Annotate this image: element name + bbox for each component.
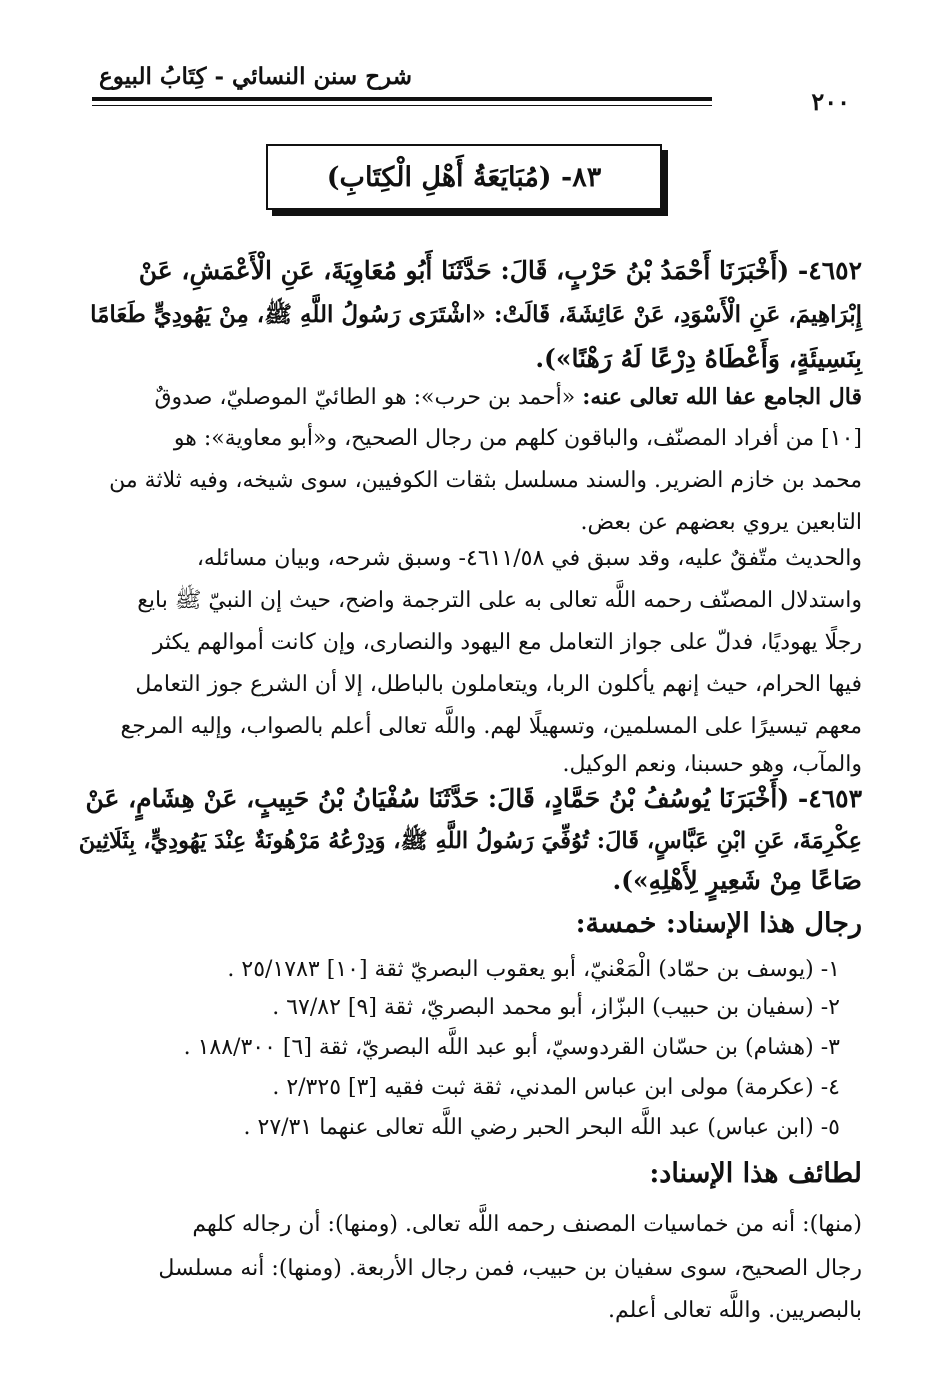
- commentary-2-line-2: واستدلال المصنّف رحمه اللَّه تعالى به على الترجمة واضح، حيث إن النبيّ ﷺ بايع: [137, 588, 862, 613]
- header-rule-thin: [92, 105, 712, 106]
- commentary-2-line-3: رجلًا يهوديًا، فدلّ على جواز التعامل مع اليهود والنصارى، وإن كانت أموالهم يكثر: [152, 630, 862, 655]
- rijal-item-1: ١- (يوسف بن حمّاد) الْمَعْنيّ، أبو يعقوب البصريّ ثقة [١٠] ٢٥/١٧٨٣ .: [227, 957, 840, 982]
- chapter-heading: ٨٣- (مُبَايَعَةُ أَهْلِ الْكِتَابِ): [326, 162, 602, 193]
- rijal-item-4: ٤- (عكرمة) مولى ابن عباس المدني، ثقة ثبت فقيه [٣] ٢/٣٢٥ .: [272, 1075, 840, 1100]
- lataif-heading: لطائف هذا الإسناد:: [649, 1158, 862, 1189]
- commentary-1-line-3: محمد بن خازم الضرير. والسند مسلسل بثقات الكوفيين، سوى شيخه، وفيه ثلاثة من: [109, 468, 862, 493]
- rijal-item-5: ٥- (ابن عباس) عبد اللَّه البحر الحبر رضي اللَّه تعالى عنهما ٢٧/٣١ .: [243, 1115, 840, 1140]
- lataif-line-2: رجال الصحيح، سوى سفيان بن حبيب، فمن رجال الأربعة. (ومنها): أنه مسلسل: [158, 1256, 862, 1281]
- commentary-lead: قال الجامع عفا الله تعالى عنه:: [582, 384, 862, 410]
- chapter-heading-box: [266, 144, 662, 210]
- hadith-4652-line-2: إِبْرَاهِيمَ، عَنِ الْأَسْوَدِ، عَنْ عَائِشَةَ، قَالَتْ: «اشْتَرَى رَسُولُ اللَّهِ ﷺ، مِنْ يَهُودِيٍّ طَعَامًا: [90, 301, 862, 328]
- page-number: ٢٠٠: [811, 87, 850, 116]
- commentary-1-line-2: [١٠] من أفراد المصنّف، والباقون كلهم من رجال الصحيح، و«أبو معاوية»: هو: [173, 426, 862, 451]
- commentary-2-line-1: والحديث متّفقٌ عليه، وقد سبق في ٤٦١١/٥٨- وسبق شرحه، وبيان مسائله،: [196, 546, 862, 571]
- running-header-title: شرح سنن النسائي - كِتَابُ البيوع: [99, 63, 412, 90]
- lataif-line-1: (منها): أنه من خماسيات المصنف رحمه اللَّه تعالى. (ومنها): أن رجاله كلهم: [192, 1212, 862, 1237]
- hadith-4652-line-3: بِنَسِيئَةٍ، وَأَعْطَاهُ دِرْعًا لَهُ رَهْنًا»).: [535, 344, 862, 373]
- commentary-2-line-5: معهم تيسيرًا على المسلمين، وتسهيلًا لهم. واللَّه تعالى أعلم بالصواب، وإليه المرجع: [120, 714, 862, 739]
- commentary-1-line-4: التابعين يروي بعضهم عن بعض.: [580, 510, 862, 535]
- hadith-4653-line-3: صَاعًا مِنْ شَعِيرٍ لِأَهْلِهِ»).: [612, 866, 862, 895]
- commentary-1-line-1: [80, 378, 862, 417]
- commentary-2-line-4: فيها الحرام، حيث إنهم يأكلون الربا، ويتعاملون بالباطل، إلا أن الشرع جوز التعامل: [135, 672, 862, 697]
- rijal-item-3: ٣- (هشام) بن حسّان القردوسيّ، أبو عبد اللَّه البصريّ، ثقة [٦] ١٨٨/٣٠٠ .: [183, 1035, 840, 1060]
- hadith-4653-line-2: عِكْرِمَةَ، عَنِ ابْنِ عَبَّاسٍ، قَالَ: تُوُفِّيَ رَسُولُ اللَّهِ ﷺ، وَدِرْعُهُ مَرْهُونَةٌ عِنْدَ يَهُودِيٍّ، بِثَلَاثِينَ: [78, 828, 862, 854]
- rijal-heading: رجال هذا الإسناد: خمسة:: [575, 908, 862, 939]
- hadith-4653-line-1: ٤٦٥٣- (أَخْبَرَنَا يُوسُفُ بْنُ حَمَّادٍ، قَالَ: حَدَّثَنَا سُفْيَانُ بْنُ حَبِيبٍ، عَنْ هِشَامٍ، عَنْ: [85, 784, 862, 813]
- lataif-line-3: بالبصريين. واللَّه تعالى أعلم.: [607, 1298, 862, 1323]
- hadith-4652-line-1: ٤٦٥٢- (أَخْبَرَنَا أَحْمَدُ بْنُ حَرْبٍ، قَالَ: حَدَّثَنَا أَبُو مُعَاوِيَةَ، عَنِ الْأَعْمَشِ، عَنْ: [138, 256, 862, 285]
- header-rule-thick: [92, 97, 712, 101]
- commentary-1-text-1: «أحمد بن حرب»: هو الطائيّ الموصليّ، صدوقٌ: [154, 385, 576, 410]
- rijal-item-2: ٢- (سفيان بن حبيب) البزّاز، أبو محمد البصريّ، ثقة [٩] ٦٧/٨٢ .: [272, 995, 840, 1020]
- commentary-2-line-6: والمآب، وهو حسبنا، ونعم الوكيل.: [562, 752, 862, 777]
